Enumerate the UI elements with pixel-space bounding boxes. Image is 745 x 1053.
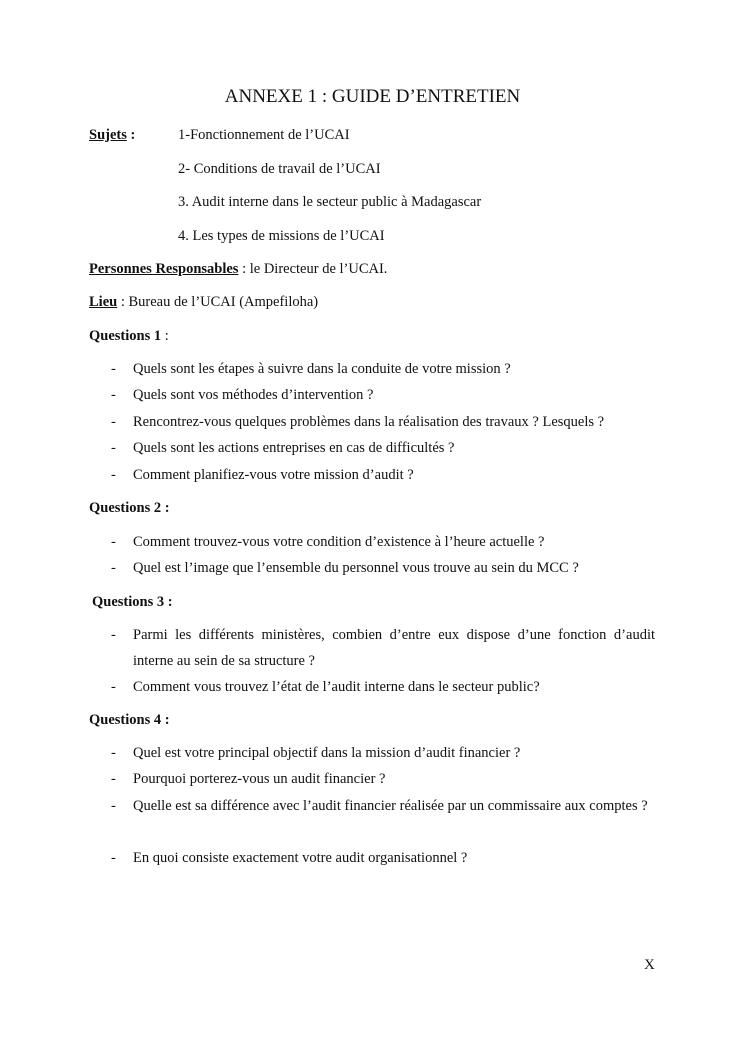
bullet: - (111, 771, 116, 787)
q1-item-2: Quels sont vos méthodes d’intervention ? (133, 387, 374, 403)
q2-item-2: Quel est l’image que l’ensemble du personnel vous trouve au sein du MCC ? (133, 560, 579, 576)
sujet-item-4: 4. Les types de missions de l’UCAI (178, 228, 385, 244)
lieu-label: Lieu (89, 294, 118, 310)
sujets-label: Sujets (89, 127, 127, 143)
bullet: - (111, 361, 116, 377)
bullet: - (111, 745, 116, 761)
q3-item-2: Comment vous trouvez l’état de l’audit interne dans le secteur public? (133, 679, 540, 695)
q4-item-4: En quoi consiste exactement votre audit organisationnel ? (133, 850, 468, 866)
q4-item-3: Quelle est sa différence avec l’audit financier réalisée par un commissaire aux comptes ? (133, 798, 648, 814)
questions-1-sep: : (161, 328, 169, 344)
bullet: - (111, 627, 116, 643)
q1-item-1: Quels sont les étapes à suivre dans la conduite de votre mission ? (133, 361, 511, 377)
questions-3-heading: Questions 3 : (92, 594, 173, 610)
bullet: - (111, 850, 116, 866)
bullet: - (111, 679, 116, 695)
q3-item-1: Parmi les différents ministères, combien d’entre eux dispose d’une fonction d’audit interne au sein de sa structure ? (133, 627, 655, 669)
personnes-row (89, 261, 387, 278)
bullet: - (111, 798, 116, 814)
bullet: - (111, 467, 116, 483)
questions-4-heading: Questions 4 : (89, 712, 170, 728)
bullet: - (111, 560, 116, 576)
questions-1-heading (89, 328, 169, 345)
page-number: X (644, 957, 655, 973)
q1-item-3: Rencontrez-vous quelques problèmes dans la réalisation des travaux ? Lesquels ? (133, 414, 605, 430)
bullet: - (111, 387, 116, 403)
sujet-item-3: 3. Audit interne dans le secteur public à Madagascar (178, 194, 482, 210)
sujet-item-2: 2- Conditions de travail de l’UCAI (178, 161, 381, 177)
lieu-row (89, 294, 318, 311)
q4-item-1: Quel est votre principal objectif dans la mission d’audit financier ? (133, 745, 521, 761)
sujet-item-1: 1-Fonctionnement de l’UCAI (178, 127, 350, 143)
bullet: - (111, 534, 116, 550)
page-title: ANNEXE 1 : GUIDE D’ENTRETIEN (224, 86, 521, 107)
sujets-row (89, 127, 135, 144)
bullet: - (111, 414, 116, 430)
q1-item-5: Comment planifiez-vous votre mission d’audit ? (133, 467, 414, 483)
q2-item-1: Comment trouvez-vous votre condition d’existence à l’heure actuelle ? (133, 534, 545, 550)
lieu-text: : Bureau de l’UCAI (Ampefiloha) (117, 294, 319, 310)
personnes-text: : le Directeur de l’UCAI. (238, 261, 388, 277)
q1-item-4: Quels sont les actions entreprises en cas de difficultés ? (133, 440, 455, 456)
sujets-sep: : (126, 127, 136, 143)
questions-2-heading: Questions 2 : (89, 500, 170, 516)
q4-item-2: Pourquoi porterez-vous un audit financier ? (133, 771, 386, 787)
bullet: - (111, 440, 116, 456)
questions-1-label: Questions 1 (89, 328, 162, 344)
personnes-label: Personnes Responsables (89, 261, 239, 277)
